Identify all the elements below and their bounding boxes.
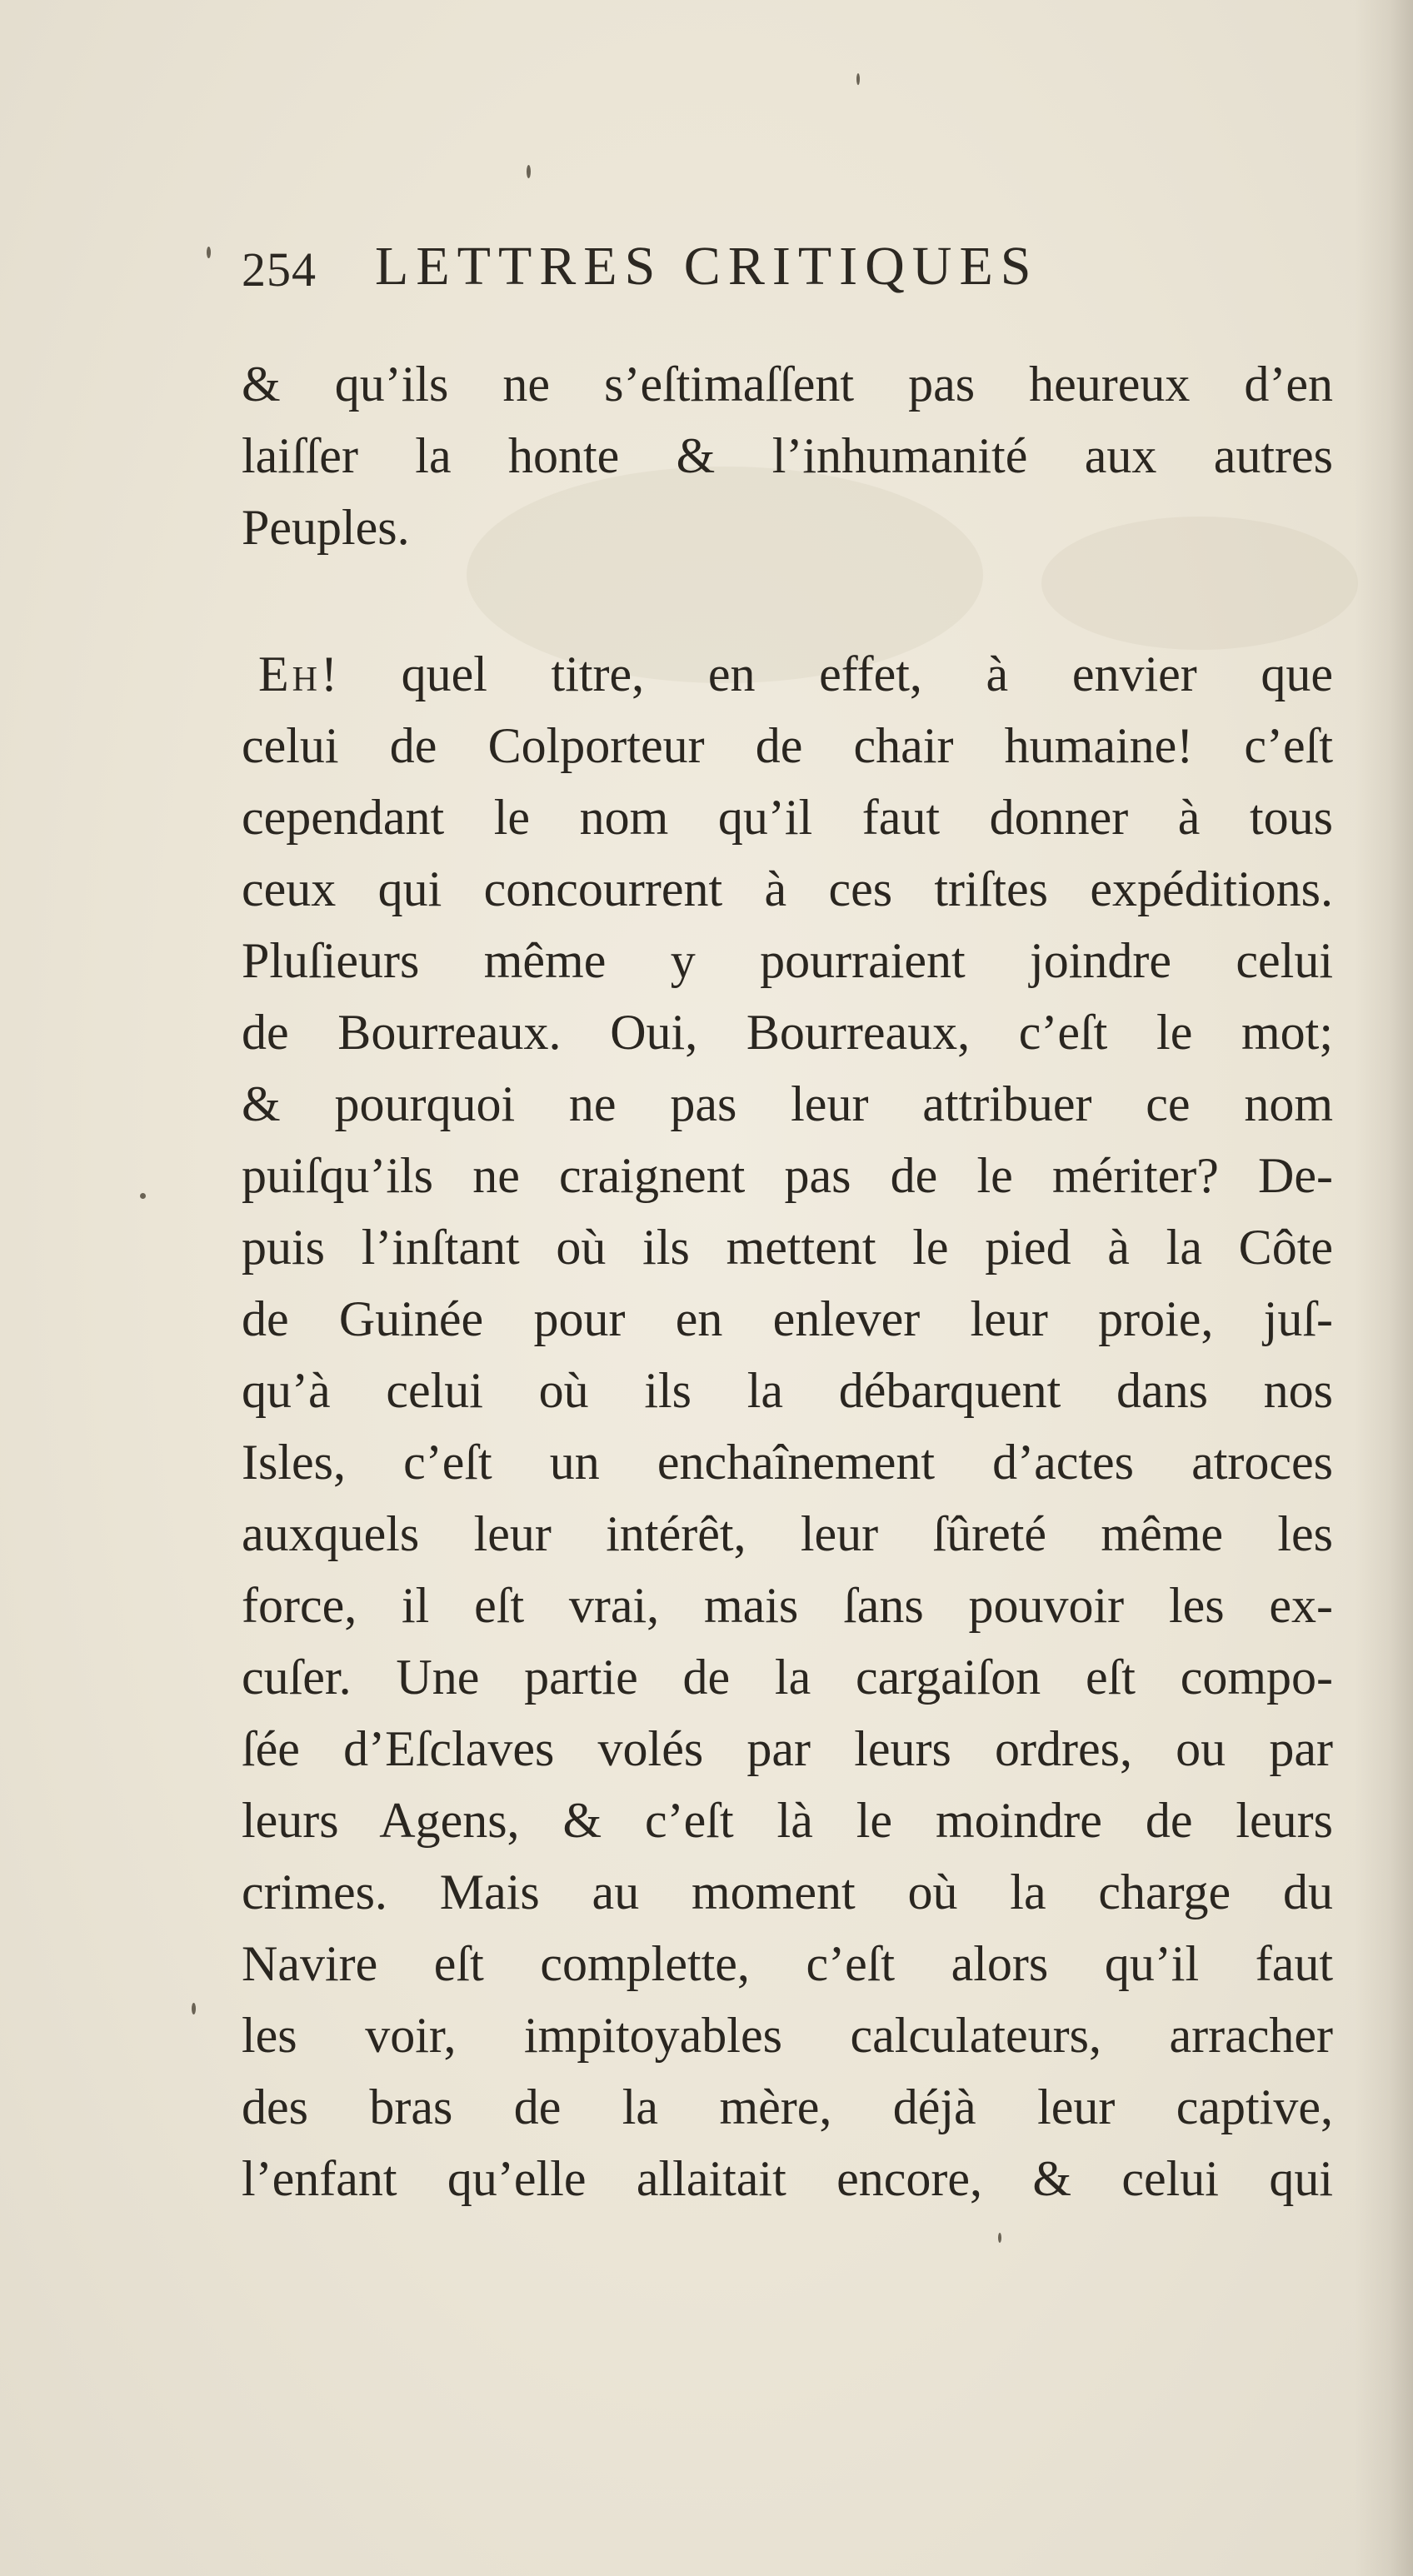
page-edge-shadow — [1355, 0, 1413, 2576]
opening-line-rest: ! quel titre, en effet, à envier que — [320, 646, 1333, 701]
paragraph-break — [242, 563, 1333, 638]
ink-speck — [998, 2233, 1001, 2243]
text-line: ſée d’Eſclaves volés par leurs ordres, ou par — [242, 1721, 1333, 1776]
ink-speck — [207, 247, 211, 258]
page-number: 254 — [242, 242, 317, 297]
ink-speck — [192, 2003, 196, 2014]
text-line: de Guinée pour en enlever leur proie, juſ- — [242, 1291, 1333, 1346]
text-line: les voir, impitoyables calculateurs, arracher — [242, 2008, 1333, 2063]
text-line: Peuples. — [242, 500, 410, 555]
text-line: l’enfant qu’elle allaitait encore, & celui qui — [242, 2151, 1333, 2206]
ink-speck — [856, 73, 860, 85]
text-line: des bras de la mère, déjà leur captive, — [242, 2079, 1333, 2134]
text-line: cuſer. Une partie de la cargaiſon eſt compo- — [242, 1650, 1333, 1705]
text-line: cependant le nom qu’il faut donner à tous — [242, 790, 1333, 845]
text-line: ceux qui concourrent à ces triſtes expéditions. — [242, 861, 1333, 916]
running-title: LETTRES CRITIQUES — [375, 236, 1039, 297]
text-line: leurs Agens, & c’eſt là le moindre de leurs — [242, 1793, 1333, 1848]
text-line: force, il eſt vrai, mais ſans pouvoir les ex- — [242, 1578, 1333, 1633]
paragraph-opening-line — [242, 638, 1333, 710]
text-line: qu’à celui où ils la débarquent dans nos — [242, 1363, 1333, 1418]
text-line: puiſqu’ils ne craignent pas de le mériter? De- — [242, 1148, 1333, 1203]
opening-word: Eh — [258, 646, 321, 701]
running-header — [242, 235, 1208, 302]
text-line: celui de Colporteur de chair humaine! c’eſt — [242, 718, 1333, 773]
text-line: Isles, c’eſt un enchaînement d’actes atroces — [242, 1435, 1333, 1490]
text-line: puis l’inſtant où ils mettent le pied à la Côte — [242, 1220, 1333, 1275]
text-line: & pourquoi ne pas leur attribuer ce nom — [242, 1076, 1333, 1131]
body-text — [242, 348, 1333, 2214]
text-line: Navire eſt complette, c’eſt alors qu’il faut — [242, 1936, 1333, 1991]
ink-speck — [140, 1193, 146, 1199]
ink-speck — [527, 165, 531, 178]
text-line: laiſſer la honte & l’inhumanité aux autres — [242, 428, 1333, 483]
text-line: de Bourreaux. Oui, Bourreaux, c’eſt le mot; — [242, 1005, 1333, 1060]
text-line: Pluſieurs même y pourraient joindre celui — [242, 933, 1333, 988]
text-line: & qu’ils ne s’eſtimaſſent pas heureux d’en — [242, 357, 1333, 412]
text-line: auxquels leur intérêt, leur ſûreté même les — [242, 1506, 1333, 1561]
text-line: crimes. Mais au moment où la charge du — [242, 1865, 1333, 1920]
